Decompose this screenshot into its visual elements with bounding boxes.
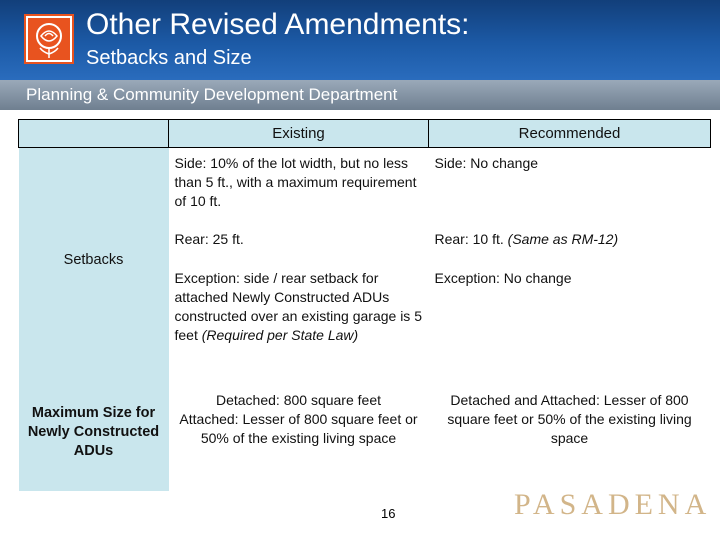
table-header-row [19, 120, 711, 148]
department-bar [0, 80, 720, 110]
setback-rear-note: (Same as RM-12) [507, 231, 619, 247]
page-number: 16 [381, 506, 396, 521]
slide-header [0, 0, 720, 80]
table-cell [429, 224, 711, 263]
setback-exception-note: (Required per State Law) [201, 327, 359, 343]
table-cell [169, 373, 429, 491]
table-row [19, 148, 711, 225]
setback-exception-existing [169, 263, 429, 373]
max-size-existing [169, 373, 429, 448]
max-size-existing-detached: Detached: 800 square feet [215, 392, 381, 408]
table-row [19, 373, 711, 491]
slide-subtitle: Setbacks and Size [86, 47, 252, 69]
setback-rear-existing: Rear: 25 ft. [174, 231, 244, 247]
table-cell [169, 148, 429, 225]
rose-logo-icon [24, 14, 74, 64]
table-cell [169, 263, 429, 373]
setback-exception-text: Exception: side / rear setback for attached Newly Constructed ADUs constructed over an existing garage is 5 feet [174, 270, 422, 343]
max-size-recommended: Detached and Attached: Lesser of 800 square feet or 50% of the existing living space [447, 392, 692, 446]
department-name: Planning & Community Development Department [26, 85, 398, 104]
table-cell [429, 373, 711, 491]
row-label-max-size: Maximum Size for Newly Constructed ADUs [19, 373, 169, 491]
slide-title: Other Revised Amendments: [86, 8, 470, 41]
header-cell-existing: Existing [169, 120, 429, 148]
amendments-table [18, 119, 711, 491]
setback-rear-value: Rear: 10 ft. [434, 231, 504, 247]
table-cell [429, 263, 711, 373]
header-cell-recommended: Recommended [429, 120, 711, 148]
setback-side-recommended: Side: No change [434, 155, 539, 171]
table-cell [169, 224, 429, 263]
max-size-existing-attached: Attached: Lesser of 800 square feet or 50% of the existing living space [179, 411, 418, 446]
pasadena-wordmark: PASADENA [514, 488, 712, 521]
setback-side-existing: Side: 10% of the lot width, but no less than 5 ft., with a maximum requirement of 10 ft. [174, 155, 417, 209]
setback-rear-recommended [429, 224, 711, 263]
row-label-setbacks: Setbacks [19, 148, 169, 374]
setback-exception-recommended: Exception: No change [434, 270, 572, 286]
header-cell-blank [19, 120, 169, 148]
table-cell [429, 148, 711, 225]
